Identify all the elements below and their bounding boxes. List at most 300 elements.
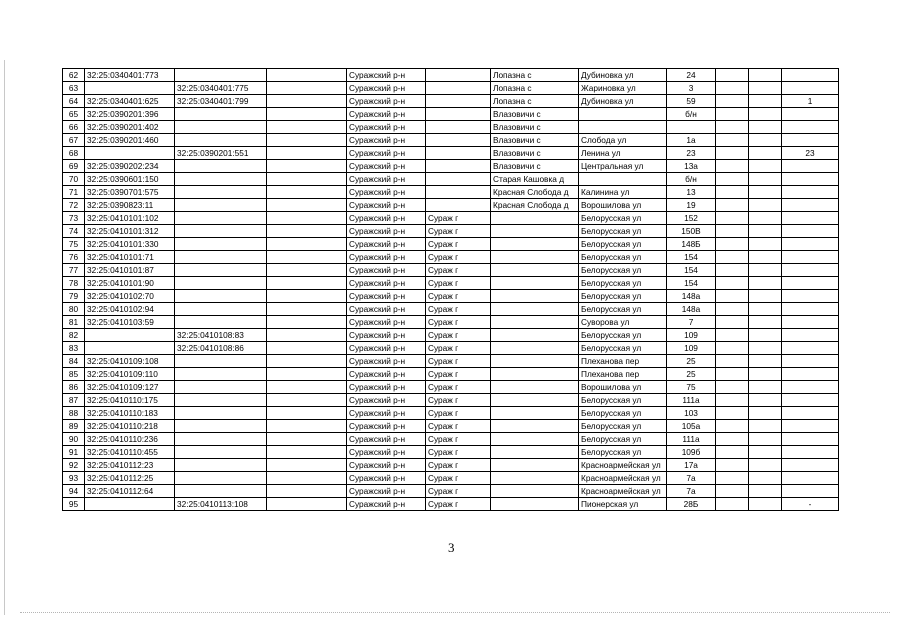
extra-cell	[716, 264, 749, 277]
table-row	[63, 355, 839, 368]
extra-cell-2	[749, 277, 782, 290]
cadastral-number-2-cell	[175, 407, 267, 420]
house-number-cell: б/н	[667, 108, 716, 121]
locality-cell	[491, 381, 579, 394]
extra-cell	[716, 121, 749, 134]
blank-cell	[267, 173, 347, 186]
locality-cell: Влазовичи с	[491, 147, 579, 160]
city-cell	[426, 121, 491, 134]
cadastral-number-cell: 32:25:0410110:236	[85, 433, 175, 446]
district-cell: Суражский р-н	[347, 342, 426, 355]
house-number-cell: 25	[667, 368, 716, 381]
row-number-cell: 64	[63, 95, 85, 108]
table-row	[63, 225, 839, 238]
apartment-cell	[782, 342, 839, 355]
cadastral-number-2-cell	[175, 459, 267, 472]
row-number-cell: 80	[63, 303, 85, 316]
city-cell: Сураж г	[426, 446, 491, 459]
house-number-cell: 111а	[667, 433, 716, 446]
table-row	[63, 69, 839, 82]
apartment-cell	[782, 238, 839, 251]
row-number-cell: 73	[63, 212, 85, 225]
table-row	[63, 251, 839, 264]
blank-cell	[267, 199, 347, 212]
extra-cell	[716, 199, 749, 212]
house-number-cell: 24	[667, 69, 716, 82]
table-row	[63, 394, 839, 407]
cadastral-number-cell: 32:25:0410110:455	[85, 446, 175, 459]
cadastral-number-2-cell	[175, 225, 267, 238]
cadastral-number-cell: 32:25:0410110:183	[85, 407, 175, 420]
row-number-cell: 70	[63, 173, 85, 186]
locality-cell: Красная Слобода д	[491, 199, 579, 212]
cadastral-number-cell: 32:25:0410101:102	[85, 212, 175, 225]
extra-cell	[716, 446, 749, 459]
city-cell: Сураж г	[426, 368, 491, 381]
cadastral-number-2-cell	[175, 485, 267, 498]
extra-cell-2	[749, 407, 782, 420]
extra-cell-2	[749, 225, 782, 238]
extra-cell	[716, 186, 749, 199]
extra-cell	[716, 212, 749, 225]
cadastral-number-2-cell	[175, 264, 267, 277]
extra-cell-2	[749, 355, 782, 368]
house-number-cell: 150В	[667, 225, 716, 238]
row-number-cell: 71	[63, 186, 85, 199]
extra-cell	[716, 108, 749, 121]
locality-cell	[491, 407, 579, 420]
row-number-cell: 77	[63, 264, 85, 277]
table-row	[63, 303, 839, 316]
city-cell: Сураж г	[426, 329, 491, 342]
street-cell: Красноармейская ул	[579, 459, 667, 472]
extra-cell-2	[749, 498, 782, 511]
table-row	[63, 446, 839, 459]
cadastral-number-cell: 32:25:0410112:23	[85, 459, 175, 472]
cadastral-number-2-cell	[175, 316, 267, 329]
table-row	[63, 147, 839, 160]
table-row	[63, 290, 839, 303]
extra-cell-2	[749, 173, 782, 186]
house-number-cell: 109	[667, 329, 716, 342]
apartment-cell	[782, 329, 839, 342]
extra-cell	[716, 225, 749, 238]
row-number-cell: 75	[63, 238, 85, 251]
house-number-cell: 7а	[667, 485, 716, 498]
extra-cell-2	[749, 394, 782, 407]
street-cell: Белорусская ул	[579, 251, 667, 264]
row-number-cell: 84	[63, 355, 85, 368]
cadastral-number-2-cell	[175, 290, 267, 303]
apartment-cell	[782, 264, 839, 277]
row-number-cell: 92	[63, 459, 85, 472]
cadastral-number-cell: 32:25:0390823:11	[85, 199, 175, 212]
apartment-cell	[782, 186, 839, 199]
city-cell: Сураж г	[426, 498, 491, 511]
apartment-cell	[782, 316, 839, 329]
table-row	[63, 121, 839, 134]
district-cell: Суражский р-н	[347, 316, 426, 329]
row-number-cell: 72	[63, 199, 85, 212]
extra-cell-2	[749, 199, 782, 212]
street-cell: Белорусская ул	[579, 212, 667, 225]
cadastral-number-cell: 32:25:0390601:150	[85, 173, 175, 186]
extra-cell	[716, 433, 749, 446]
city-cell: Сураж г	[426, 472, 491, 485]
blank-cell	[267, 69, 347, 82]
extra-cell	[716, 173, 749, 186]
extra-cell	[716, 329, 749, 342]
apartment-cell	[782, 381, 839, 394]
blank-cell	[267, 277, 347, 290]
cadastral-number-cell: 32:25:0390201:396	[85, 108, 175, 121]
extra-cell	[716, 459, 749, 472]
blank-cell	[267, 95, 347, 108]
cadastral-number-cell	[85, 82, 175, 95]
apartment-cell	[782, 225, 839, 238]
cadastral-number-2-cell	[175, 160, 267, 173]
row-number-cell: 63	[63, 82, 85, 95]
cadastral-number-2-cell	[175, 277, 267, 290]
table-row	[63, 420, 839, 433]
extra-cell	[716, 251, 749, 264]
cadastral-number-2-cell	[175, 186, 267, 199]
locality-cell	[491, 303, 579, 316]
blank-cell	[267, 134, 347, 147]
city-cell	[426, 173, 491, 186]
cadastral-number-2-cell: 32:25:0340401:799	[175, 95, 267, 108]
locality-cell	[491, 485, 579, 498]
blank-cell	[267, 394, 347, 407]
blank-cell	[267, 342, 347, 355]
apartment-cell	[782, 407, 839, 420]
extra-cell	[716, 303, 749, 316]
extra-cell	[716, 147, 749, 160]
extra-cell	[716, 368, 749, 381]
cadastral-number-2-cell	[175, 121, 267, 134]
apartment-cell	[782, 69, 839, 82]
table-row	[63, 264, 839, 277]
district-cell: Суражский р-н	[347, 381, 426, 394]
table-row	[63, 485, 839, 498]
cadastral-number-2-cell: 32:25:0410113:108	[175, 498, 267, 511]
apartment-cell	[782, 121, 839, 134]
street-cell: Белорусская ул	[579, 303, 667, 316]
district-cell: Суражский р-н	[347, 186, 426, 199]
cadastral-number-cell	[85, 147, 175, 160]
city-cell	[426, 134, 491, 147]
table-row	[63, 199, 839, 212]
cadastral-number-cell: 32:25:0410102:94	[85, 303, 175, 316]
row-number-cell: 87	[63, 394, 85, 407]
district-cell: Суражский р-н	[347, 134, 426, 147]
house-number-cell: 1а	[667, 134, 716, 147]
apartment-cell	[782, 251, 839, 264]
street-cell: Плеханова пер	[579, 368, 667, 381]
table-row	[63, 95, 839, 108]
apartment-cell	[782, 134, 839, 147]
row-number-cell: 76	[63, 251, 85, 264]
city-cell: Сураж г	[426, 225, 491, 238]
cadastral-number-2-cell	[175, 108, 267, 121]
city-cell: Сураж г	[426, 212, 491, 225]
cadastral-number-cell: 32:25:0410110:218	[85, 420, 175, 433]
cadastral-number-cell	[85, 342, 175, 355]
extra-cell-2	[749, 186, 782, 199]
locality-cell	[491, 368, 579, 381]
house-number-cell: 154	[667, 277, 716, 290]
table-row	[63, 108, 839, 121]
cadastral-number-cell: 32:25:0390201:460	[85, 134, 175, 147]
blank-cell	[267, 381, 347, 394]
street-cell: Белорусская ул	[579, 225, 667, 238]
district-cell: Суражский р-н	[347, 446, 426, 459]
extra-cell-2	[749, 290, 782, 303]
city-cell: Сураж г	[426, 420, 491, 433]
house-number-cell: 148Б	[667, 238, 716, 251]
street-cell: Белорусская ул	[579, 238, 667, 251]
street-cell: Красноармейская ул	[579, 485, 667, 498]
locality-cell: Лопазна с	[491, 82, 579, 95]
locality-cell	[491, 498, 579, 511]
cadastral-number-cell: 32:25:0410109:108	[85, 355, 175, 368]
extra-cell	[716, 342, 749, 355]
blank-cell	[267, 329, 347, 342]
table-row	[63, 212, 839, 225]
street-cell: Белорусская ул	[579, 446, 667, 459]
apartment-cell	[782, 355, 839, 368]
cadastral-number-2-cell	[175, 251, 267, 264]
city-cell	[426, 186, 491, 199]
cadastral-number-cell: 32:25:0410102:70	[85, 290, 175, 303]
house-number-cell: 111а	[667, 394, 716, 407]
district-cell: Суражский р-н	[347, 69, 426, 82]
row-number-cell: 83	[63, 342, 85, 355]
row-number-cell: 90	[63, 433, 85, 446]
blank-cell	[267, 121, 347, 134]
apartment-cell	[782, 485, 839, 498]
apartment-cell	[782, 368, 839, 381]
locality-cell	[491, 251, 579, 264]
blank-cell	[267, 238, 347, 251]
extra-cell-2	[749, 212, 782, 225]
street-cell: Белорусская ул	[579, 264, 667, 277]
registry-table	[62, 68, 839, 511]
table-row	[63, 472, 839, 485]
district-cell: Суражский р-н	[347, 329, 426, 342]
house-number-cell: 25	[667, 355, 716, 368]
cadastral-number-cell: 32:25:0410101:90	[85, 277, 175, 290]
table-row	[63, 160, 839, 173]
extra-cell	[716, 290, 749, 303]
street-cell: Пионерская ул	[579, 498, 667, 511]
locality-cell: Лопазна с	[491, 69, 579, 82]
locality-cell: Старая Кашовка д	[491, 173, 579, 186]
locality-cell: Влазовичи с	[491, 160, 579, 173]
street-cell: Белорусская ул	[579, 394, 667, 407]
extra-cell	[716, 316, 749, 329]
extra-cell-2	[749, 433, 782, 446]
locality-cell	[491, 316, 579, 329]
street-cell: Слобода ул	[579, 134, 667, 147]
cadastral-number-cell: 32:25:0340401:773	[85, 69, 175, 82]
street-cell: Ворошилова ул	[579, 381, 667, 394]
city-cell	[426, 160, 491, 173]
table-row	[63, 368, 839, 381]
apartment-cell	[782, 277, 839, 290]
locality-cell	[491, 290, 579, 303]
extra-cell	[716, 355, 749, 368]
district-cell: Суражский р-н	[347, 264, 426, 277]
cadastral-number-cell: 32:25:0410109:110	[85, 368, 175, 381]
table-row	[63, 277, 839, 290]
table-row	[63, 459, 839, 472]
table-row	[63, 238, 839, 251]
city-cell: Сураж г	[426, 238, 491, 251]
cadastral-number-cell: 32:25:0390202:234	[85, 160, 175, 173]
table-row	[63, 433, 839, 446]
extra-cell	[716, 69, 749, 82]
table-row	[63, 316, 839, 329]
cadastral-number-cell: 32:25:0410101:330	[85, 238, 175, 251]
apartment-cell	[782, 212, 839, 225]
extra-cell-2	[749, 472, 782, 485]
street-cell	[579, 121, 667, 134]
cadastral-number-cell: 32:25:0390701:575	[85, 186, 175, 199]
blank-cell	[267, 186, 347, 199]
district-cell: Суражский р-н	[347, 420, 426, 433]
locality-cell	[491, 225, 579, 238]
extra-cell-2	[749, 69, 782, 82]
locality-cell	[491, 329, 579, 342]
table-row	[63, 173, 839, 186]
blank-cell	[267, 498, 347, 511]
blank-cell	[267, 160, 347, 173]
table-row	[63, 329, 839, 342]
apartment-cell	[782, 173, 839, 186]
district-cell: Суражский р-н	[347, 433, 426, 446]
cadastral-number-2-cell	[175, 381, 267, 394]
row-number-cell: 86	[63, 381, 85, 394]
house-number-cell	[667, 121, 716, 134]
extra-cell	[716, 160, 749, 173]
blank-cell	[267, 459, 347, 472]
cadastral-number-2-cell: 32:25:0340401:775	[175, 82, 267, 95]
street-cell: Белорусская ул	[579, 407, 667, 420]
extra-cell	[716, 95, 749, 108]
street-cell: Белорусская ул	[579, 329, 667, 342]
row-number-cell: 91	[63, 446, 85, 459]
cadastral-number-2-cell: 32:25:0410108:83	[175, 329, 267, 342]
table-row	[63, 498, 839, 511]
row-number-cell: 93	[63, 472, 85, 485]
city-cell	[426, 199, 491, 212]
street-cell: Плеханова пер	[579, 355, 667, 368]
district-cell: Суражский р-н	[347, 95, 426, 108]
street-cell: Ворошилова ул	[579, 199, 667, 212]
house-number-cell: б/н	[667, 173, 716, 186]
apartment-cell	[782, 108, 839, 121]
extra-cell-2	[749, 381, 782, 394]
cadastral-number-cell: 32:25:0340401:625	[85, 95, 175, 108]
extra-cell	[716, 407, 749, 420]
cadastral-number-cell: 32:25:0410112:25	[85, 472, 175, 485]
table-row	[63, 407, 839, 420]
apartment-cell	[782, 394, 839, 407]
table-row	[63, 342, 839, 355]
house-number-cell: 148а	[667, 303, 716, 316]
city-cell	[426, 69, 491, 82]
district-cell: Суражский р-н	[347, 394, 426, 407]
table-row	[63, 381, 839, 394]
street-cell: Центральная ул	[579, 160, 667, 173]
cadastral-number-2-cell	[175, 446, 267, 459]
district-cell: Суражский р-н	[347, 303, 426, 316]
cadastral-number-cell: 32:25:0410110:175	[85, 394, 175, 407]
street-cell: Белорусская ул	[579, 290, 667, 303]
city-cell: Сураж г	[426, 433, 491, 446]
house-number-cell: 109	[667, 342, 716, 355]
city-cell: Сураж г	[426, 277, 491, 290]
cadastral-number-2-cell	[175, 433, 267, 446]
house-number-cell: 3	[667, 82, 716, 95]
extra-cell	[716, 381, 749, 394]
city-cell: Сураж г	[426, 355, 491, 368]
apartment-cell: -	[782, 498, 839, 511]
city-cell	[426, 82, 491, 95]
house-number-cell: 105а	[667, 420, 716, 433]
district-cell: Суражский р-н	[347, 212, 426, 225]
locality-cell	[491, 342, 579, 355]
extra-cell	[716, 277, 749, 290]
blank-cell	[267, 264, 347, 277]
house-number-cell: 13	[667, 186, 716, 199]
cadastral-number-cell: 32:25:0390201:402	[85, 121, 175, 134]
street-cell: Дубиновка ул	[579, 69, 667, 82]
locality-cell	[491, 212, 579, 225]
district-cell: Суражский р-н	[347, 290, 426, 303]
blank-cell	[267, 355, 347, 368]
row-number-cell: 82	[63, 329, 85, 342]
apartment-cell: 23	[782, 147, 839, 160]
locality-cell	[491, 264, 579, 277]
house-number-cell: 59	[667, 95, 716, 108]
apartment-cell	[782, 446, 839, 459]
blank-cell	[267, 147, 347, 160]
extra-cell	[716, 82, 749, 95]
extra-cell-2	[749, 316, 782, 329]
apartment-cell	[782, 420, 839, 433]
district-cell: Суражский р-н	[347, 459, 426, 472]
house-number-cell: 152	[667, 212, 716, 225]
district-cell: Суражский р-н	[347, 108, 426, 121]
street-cell	[579, 108, 667, 121]
district-cell: Суражский р-н	[347, 160, 426, 173]
extra-cell-2	[749, 342, 782, 355]
extra-cell-2	[749, 251, 782, 264]
cadastral-number-2-cell	[175, 355, 267, 368]
house-number-cell: 17а	[667, 459, 716, 472]
cadastral-number-2-cell	[175, 394, 267, 407]
extra-cell-2	[749, 264, 782, 277]
extra-cell-2	[749, 95, 782, 108]
extra-cell-2	[749, 121, 782, 134]
blank-cell	[267, 420, 347, 433]
street-cell: Ленина ул	[579, 147, 667, 160]
extra-cell-2	[749, 108, 782, 121]
locality-cell	[491, 355, 579, 368]
locality-cell	[491, 433, 579, 446]
